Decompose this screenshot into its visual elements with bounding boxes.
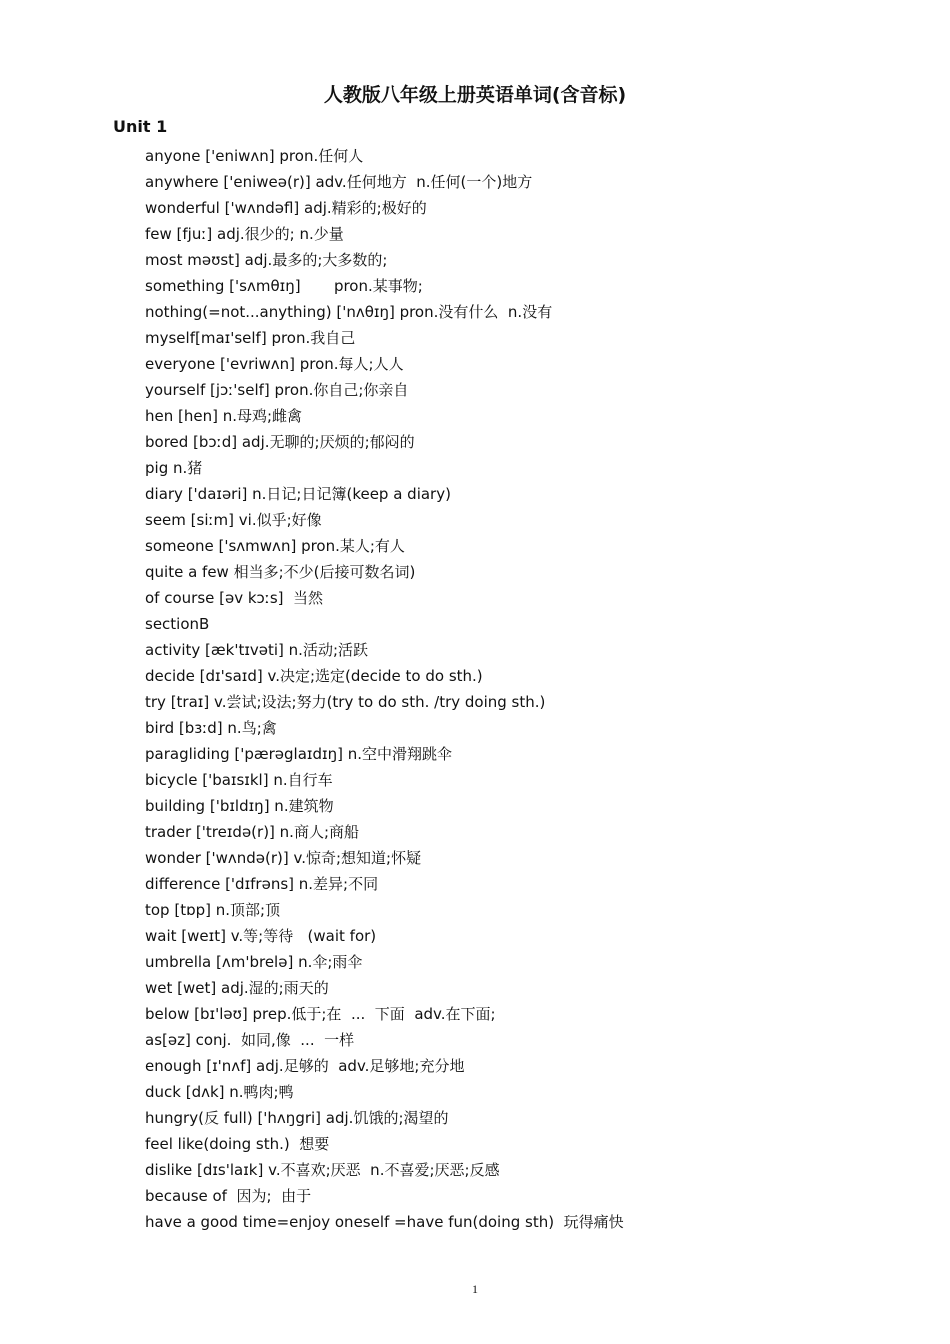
- vocabulary-entry: try [traɪ] v.尝试;设法;努力(try to do sth. /try doing sth.): [145, 693, 546, 711]
- vocabulary-entry: umbrella [ʌm'brelə] n.伞;雨伞: [145, 953, 363, 971]
- unit-heading: Unit 1: [113, 117, 168, 136]
- vocabulary-entry: yourself [jɔː'self] pron.你自己;你亲自: [145, 381, 409, 399]
- vocabulary-entry: below [bɪ'ləʊ] prep.低于;在 ... 下面 adv.在下面;: [145, 1005, 496, 1023]
- vocabulary-entry: top [tɒp] n.顶部;顶: [145, 901, 281, 919]
- vocabulary-entry: diary ['daɪəri] n.日记;日记簿(keep a diary): [145, 485, 451, 503]
- vocabulary-entry: have a good time=enjoy oneself =have fun(doing sth) 玩得痛快: [145, 1213, 624, 1231]
- vocabulary-entry: anywhere ['eniweə(r)] adv.任何地方 n.任何(一个)地方: [145, 173, 533, 191]
- vocabulary-entry: myself[maɪ'self] pron.我自己: [145, 329, 356, 347]
- vocabulary-entry: decide [dɪ'saɪd] v.决定;选定(decide to do sth.): [145, 667, 483, 685]
- vocabulary-entry: because of 因为; 由于: [145, 1187, 312, 1205]
- vocabulary-entry: hen [hen] n.母鸡;雌禽: [145, 407, 303, 425]
- vocabulary-entry: something ['sʌmθɪŋ] pron.某事物;: [145, 277, 423, 295]
- vocabulary-entry: difference ['dɪfrəns] n.差异;不同: [145, 875, 379, 893]
- vocabulary-entry: most məʊst] adj.最多的;大多数的;: [145, 251, 388, 269]
- page-title: 人教版八年级上册英语单词(含音标): [323, 84, 627, 106]
- vocabulary-entry: wonderful ['wʌndəfl] adj.精彩的;极好的: [145, 199, 427, 217]
- vocabulary-entry: hungry(反 full) ['hʌŋgri] adj.饥饿的;渴望的: [145, 1109, 449, 1127]
- vocabulary-entry: duck [dʌk] n.鸭肉;鸭: [145, 1083, 294, 1101]
- vocabulary-entry: enough [ɪ'nʌf] adj.足够的 adv.足够地;充分地: [145, 1057, 465, 1075]
- vocabulary-entry: wonder ['wʌndə(r)] v.惊奇;想知道;怀疑: [145, 849, 422, 867]
- vocabulary-entry: dislike [dɪs'laɪk] v.不喜欢;厌恶 n.不喜爱;厌恶;反感: [145, 1161, 500, 1179]
- page-number: 1: [472, 1282, 478, 1296]
- vocabulary-entry: bird [bɜːd] n.鸟;禽: [145, 719, 277, 737]
- vocabulary-entry: pig n.猪: [145, 459, 203, 477]
- vocabulary-entry: wait [weɪt] v.等;等待 (wait for): [145, 927, 377, 945]
- vocabulary-entry: anyone ['eniwʌn] pron.任何人: [145, 147, 364, 165]
- vocabulary-entry: nothing(=not...anything) ['nʌθɪŋ] pron.没有什么 n.没有: [145, 303, 553, 321]
- vocabulary-entry: quite a few 相当多;不少(后接可数名词): [145, 563, 416, 581]
- vocabulary-entry: everyone ['evriwʌn] pron.每人;人人: [145, 355, 404, 373]
- vocabulary-entry: bored [bɔːd] adj.无聊的;厌烦的;郁闷的: [145, 433, 415, 451]
- vocabulary-entry: bicycle ['baɪsɪkl] n.自行车: [145, 771, 333, 789]
- vocabulary-entry: trader ['treɪdə(r)] n.商人;商船: [145, 823, 359, 841]
- vocabulary-entry: feel like(doing sth.) 想要: [145, 1135, 330, 1153]
- vocabulary-entry: someone ['sʌmwʌn] pron.某人;有人: [145, 537, 405, 555]
- vocabulary-entry: sectionB: [145, 615, 210, 633]
- vocabulary-list: [145, 143, 624, 1235]
- vocabulary-entry: wet [wet] adj.湿的;雨天的: [145, 979, 329, 997]
- vocabulary-entry: paragliding ['pærəglaɪdɪŋ] n.空中滑翔跳伞: [145, 745, 452, 763]
- vocabulary-entry: seem [siːm] vi.似乎;好像: [145, 511, 322, 529]
- vocabulary-entry: of course [əv kɔːs] 当然: [145, 589, 324, 607]
- vocabulary-entry: few [fjuː] adj.很少的; n.少量: [145, 225, 344, 243]
- vocabulary-entry: building ['bɪldɪŋ] n.建筑物: [145, 797, 334, 815]
- vocabulary-entry: activity [æk'tɪvəti] n.活动;活跃: [145, 641, 369, 659]
- vocabulary-entry: as[əz] conj. 如同,像 ... 一样: [145, 1031, 355, 1049]
